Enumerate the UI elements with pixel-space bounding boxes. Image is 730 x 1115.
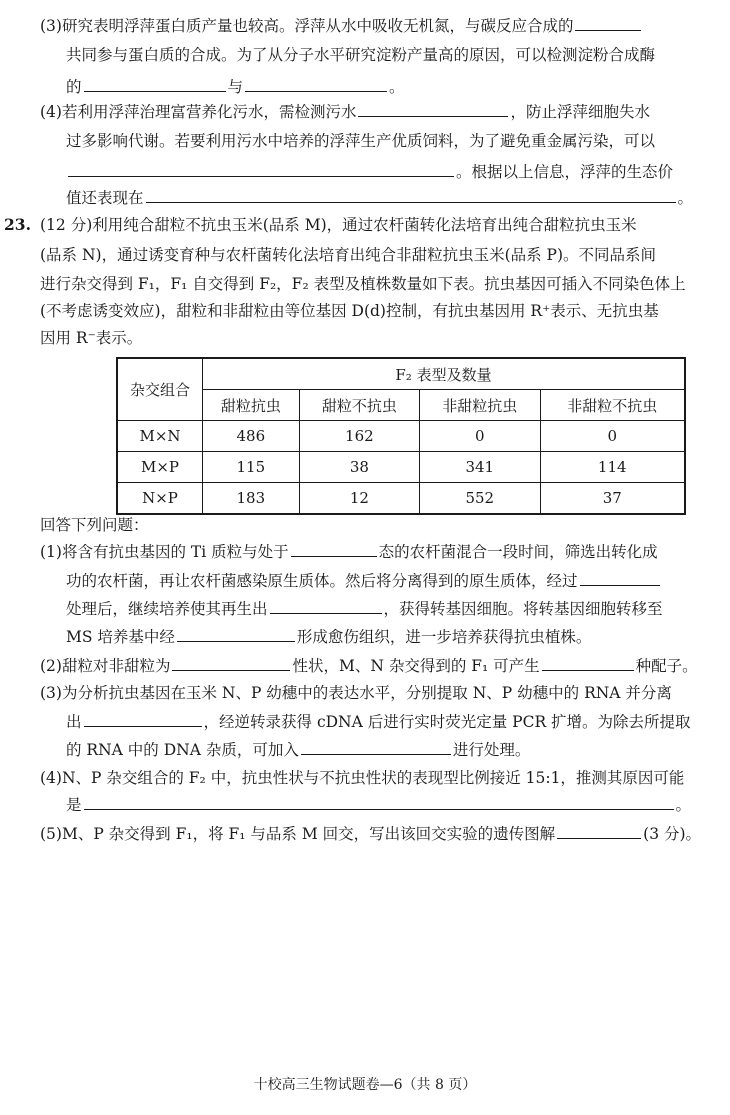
text: ，经逆转录获得 cDNA 后进行实时荧光定量 PCR 扩增。为除去所提取 <box>203 713 691 731</box>
q23-line-5 <box>40 327 708 349</box>
answer-blank[interactable] <box>358 100 508 117</box>
answer-blank[interactable] <box>146 186 676 203</box>
text: 处理后，继续培养使其再生出 <box>66 600 268 618</box>
text: 性状，M、N 杂交得到的 F₁ 可产生 <box>292 657 540 675</box>
answer-blank[interactable] <box>84 75 226 92</box>
answer-blank[interactable] <box>542 654 634 671</box>
answer-blank[interactable] <box>84 710 202 727</box>
text: 。 <box>677 189 694 207</box>
value-cell: 115 <box>203 452 300 483</box>
f2-group-header: F₂ 表型及数量 <box>203 358 686 390</box>
sub3-line-3 <box>66 738 708 761</box>
text: 进行处理。 <box>452 741 531 759</box>
sub1-line-2 <box>66 569 708 592</box>
sub4-line-2 <box>66 793 708 816</box>
answer-prompt: 回答下列问题： <box>40 516 149 534</box>
text: (4)N、P 杂交组合的 F₂ 中，抗虫性状与不抗虫性状的表现型比例接近 15:1，推测其原因可能 <box>40 769 685 787</box>
text: 过多影响代谢。若要利用污水中培养的浮萍生产优质饲料，为了避免重金属污染，可以 <box>66 132 656 150</box>
table-row <box>117 452 685 483</box>
cross-cell: M×N <box>117 421 203 452</box>
value-cell: 37 <box>540 483 685 515</box>
sub5-line <box>40 822 708 845</box>
value-cell: 12 <box>299 483 419 515</box>
cross-cell: N×P <box>117 483 203 515</box>
text: (3 分)。 <box>643 825 702 843</box>
q23-line-3 <box>40 273 708 295</box>
f2-phenotype-table <box>116 357 686 515</box>
text: 与 <box>227 78 244 96</box>
text: ，防止浮萍细胞失水 <box>510 103 650 121</box>
value-cell: 0 <box>420 421 540 452</box>
sub1-line-3 <box>66 597 708 620</box>
answer-blank[interactable] <box>177 625 295 642</box>
sub1-line-4 <box>66 625 708 648</box>
answer-blank[interactable] <box>575 14 641 31</box>
page-footer: 十校高三生物试题卷—6（共 8 页） <box>253 1077 477 1093</box>
text: 种配子。 <box>635 657 698 675</box>
cross-cell: M×P <box>117 452 203 483</box>
answer-blank[interactable] <box>580 569 660 586</box>
table-row <box>117 483 685 515</box>
q22-3-line-3 <box>66 75 708 98</box>
text: (3)研究表明浮萍蛋白质产量也较高。浮萍从水中吸收无机氮，与碳反应合成的 <box>40 17 574 35</box>
answer-blank[interactable] <box>301 738 451 755</box>
column-header: 非甜粒抗虫 <box>420 390 540 421</box>
q22-3-line-2 <box>66 44 708 66</box>
question-number: 23. <box>4 215 31 234</box>
text: 的 <box>66 78 82 96</box>
text: 值还表现在 <box>66 189 144 207</box>
answer-blank[interactable] <box>270 597 382 614</box>
answer-blank[interactable] <box>84 793 674 810</box>
sub3-line-1 <box>40 682 708 704</box>
value-cell: 341 <box>420 452 540 483</box>
column-header: 甜粒不抗虫 <box>299 390 419 421</box>
text: (4)若利用浮萍治理富营养化污水，需检测污水 <box>40 103 357 121</box>
q22-4-line-4 <box>66 186 708 209</box>
text: (不考虑诱变效应)，甜粒和非甜粒由等位基因 D(d)控制，有抗虫基因用 R⁺表示、无抗虫基 <box>40 302 659 320</box>
text: 。 <box>675 796 692 814</box>
text: 。根据以上信息，浮萍的生态价 <box>456 163 674 181</box>
answer-blank[interactable] <box>291 540 377 557</box>
text: (5)M、P 杂交得到 F₁，将 F₁ 与品系 M 回交，写出该回交实验的遗传图解 <box>40 825 556 843</box>
column-header: 甜粒抗虫 <box>203 390 300 421</box>
cross-header: 杂交组合 <box>117 358 203 421</box>
q23-line-4 <box>40 300 708 322</box>
value-cell: 0 <box>540 421 685 452</box>
text: (2)甜粒对非甜粒为 <box>40 657 171 675</box>
q22-4-line-1 <box>40 100 708 123</box>
sub1-line-1 <box>40 540 708 563</box>
text: 是 <box>66 796 82 814</box>
value-cell: 183 <box>203 483 300 515</box>
text: 的 RNA 中的 DNA 杂质，可加入 <box>66 741 299 759</box>
text: 因用 R⁻表示。 <box>40 329 143 347</box>
value-cell: 162 <box>299 421 419 452</box>
text: 共同参与蛋白质的合成。为了从分子水平研究淀粉产量高的原因，可以检测淀粉合成酶 <box>66 46 656 64</box>
text: ，获得转基因细胞。将转基因细胞转移至 <box>383 600 663 618</box>
text: 形成愈伤组织，进一步培养获得抗虫植株。 <box>296 628 592 646</box>
table-row <box>117 421 685 452</box>
value-cell: 114 <box>540 452 685 483</box>
value-cell: 38 <box>299 452 419 483</box>
value-cell: 486 <box>203 421 300 452</box>
q22-4-line-3 <box>66 160 708 183</box>
text: 功的农杆菌，再让农杆菌感染原生质体。然后将分离得到的原生质体，经过 <box>66 572 578 590</box>
q23-line-2 <box>40 244 708 266</box>
sub4-line-1 <box>40 767 708 789</box>
text: (3)为分析抗虫基因在玉米 N、P 幼穗中的表达水平，分别提取 N、P 幼穗中的 RNA 并分离 <box>40 684 672 702</box>
sub3-line-2 <box>66 710 708 733</box>
q22-4-line-2 <box>66 130 708 152</box>
text: (12 分)利用纯合甜粒不抗虫玉米(品系 M)，通过农杆菌转化法培育出纯合甜粒抗虫玉米 <box>40 216 637 234</box>
text: 出 <box>66 713 82 731</box>
column-header: 非甜粒不抗虫 <box>540 390 685 421</box>
q22-3-line-1 <box>40 14 708 37</box>
text: (品系 N)，通过诱变育种与农杆菌转化法培育出纯合非甜粒抗虫玉米(品系 P)。不同品系间 <box>40 246 657 264</box>
text: 进行杂交得到 F₁，F₁ 自交得到 F₂，F₂ 表型及植株数量如下表。抗虫基因可插入不同染色体上 <box>40 275 686 293</box>
answer-blank[interactable] <box>245 75 387 92</box>
q23-line-1 <box>40 214 708 236</box>
sub2-line <box>40 654 708 677</box>
text: 态的农杆菌混合一段时间，筛选出转化成 <box>378 543 658 561</box>
text: 。 <box>389 78 405 96</box>
answer-blank[interactable] <box>68 160 454 177</box>
text: MS 培养基中经 <box>66 628 175 646</box>
answer-blank[interactable] <box>557 822 641 839</box>
answer-blank[interactable] <box>172 654 290 671</box>
value-cell: 552 <box>420 483 540 515</box>
text: (1)将含有抗虫基因的 Ti 质粒与处于 <box>40 543 289 561</box>
